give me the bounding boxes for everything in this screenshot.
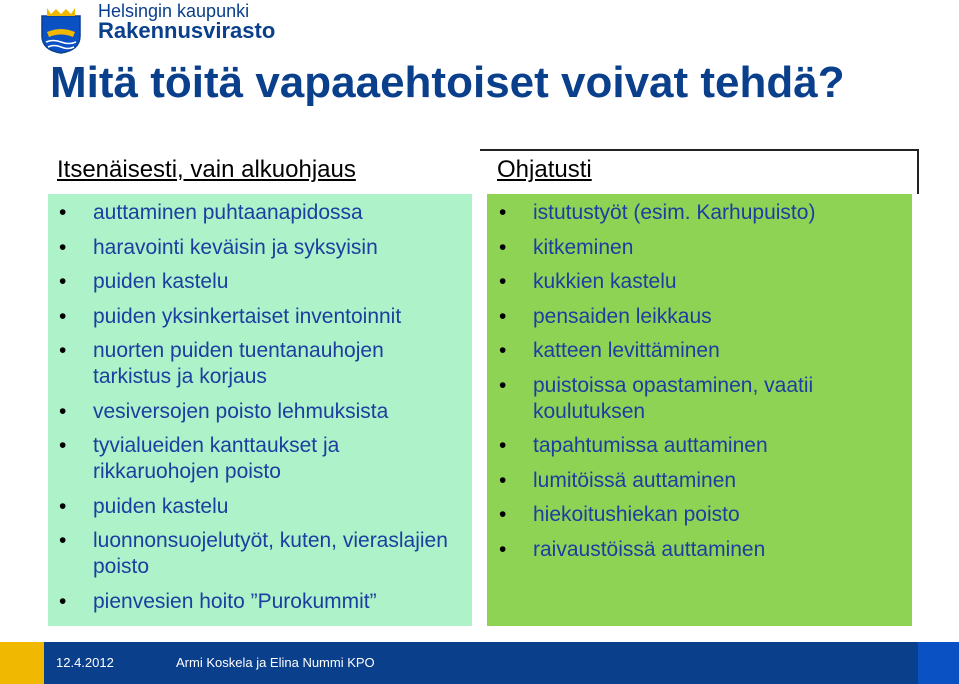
list-item: • puiden yksinkertaiset inventoinnit <box>57 304 467 330</box>
list-item: • vesiversojen poisto lehmuksista <box>57 399 467 425</box>
slide-title: Mitä töitä vapaaehtoiset voivat tehdä? <box>50 58 845 107</box>
list-item: • lumitöissä auttaminen <box>497 468 907 494</box>
right-item-list <box>497 200 907 571</box>
footer-authors: Armi Koskela ja Elina Nummi KPO <box>176 655 375 670</box>
left-column-heading: Itsenäisesti, vain alkuohjaus <box>57 156 356 183</box>
list-item: • puiden kastelu <box>57 269 467 295</box>
list-item: • istutustyöt (esim. Karhupuisto) <box>497 200 907 226</box>
footer-accent-left <box>0 642 44 684</box>
footer-date: 12.4.2012 <box>56 655 114 670</box>
list-item: • pensaiden leikkaus <box>497 304 907 330</box>
list-item: • puistoissa opastaminen, vaatii koulutuksen <box>497 373 907 425</box>
right-column-heading: Ohjatusti <box>497 156 592 183</box>
org-name-city: Helsingin kaupunki <box>98 1 250 21</box>
heading-box-right-rule <box>917 149 919 194</box>
list-item: • nuorten puiden tuentanauhojen tarkistus ja korjaus <box>57 338 467 390</box>
list-item: • kitkeminen <box>497 235 907 261</box>
list-item: • pienvesien hoito ”Purokummit” <box>57 589 467 615</box>
helsinki-crest-logo <box>38 4 84 54</box>
list-item: • tyvialueiden kanttaukset ja rikkaruohojen poisto <box>57 433 467 485</box>
list-item: • tapahtumissa auttaminen <box>497 433 907 459</box>
list-item: • luonnonsuojelutyöt, kuten, vieraslajien poisto <box>57 528 467 580</box>
footer-accent-right <box>918 642 959 684</box>
heading-box-top-rule <box>480 149 919 151</box>
org-name-department: Rakennusvirasto <box>98 18 276 43</box>
footer-bar <box>0 642 959 684</box>
list-item: • hiekoitushiekan poisto <box>497 502 907 528</box>
left-item-list <box>57 200 467 623</box>
list-item: • kukkien kastelu <box>497 269 907 295</box>
list-item: • auttaminen puhtaanapidossa <box>57 200 467 226</box>
list-item: • puiden kastelu <box>57 494 467 520</box>
list-item: • raivaustöissä auttaminen <box>497 537 907 563</box>
list-item: • haravointi keväisin ja syksyisin <box>57 235 467 261</box>
list-item: • katteen levittäminen <box>497 338 907 364</box>
